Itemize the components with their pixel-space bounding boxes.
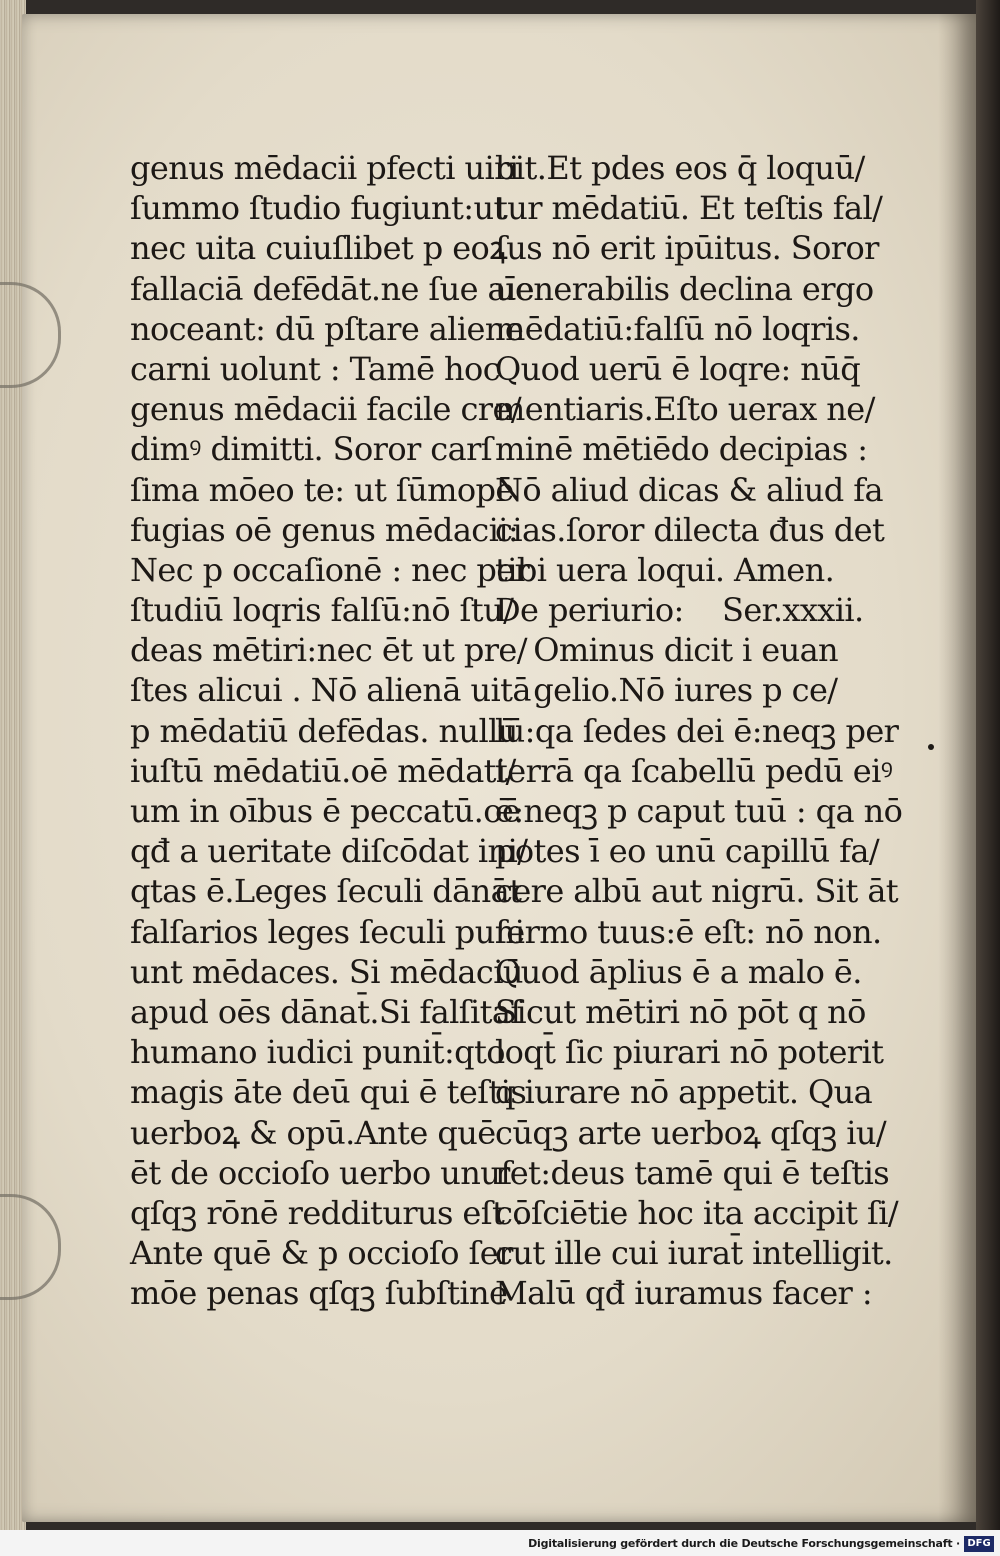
- left-column-line: ſummo ſtudio fugiunt:ut: [130, 189, 506, 228]
- left-column-line: p mēdatiū defēdas. nullū: [130, 711, 518, 750]
- right-column-line: loqt̄ ſic piurari nō poterit: [495, 1033, 884, 1072]
- left-column-line: nec uita cuiuſlibet p eoꝝ: [130, 229, 508, 268]
- right-column-line: Sicut mētiri nō pōt q nō: [495, 992, 866, 1031]
- right-column-line: q iurare nō appetit. Qua: [495, 1073, 873, 1112]
- left-column-line: fugias oē genus mēdacii:: [130, 510, 519, 549]
- left-column-line: Nec p occaſionē : nec per: [130, 550, 530, 589]
- right-column-line: cōſciētie hoc ita accipit ſi/: [495, 1193, 899, 1232]
- left-column-line: apud oēs dānat̄.Si falſitaſ: [130, 992, 522, 1031]
- right-column-line: terrā qa ſcabellū pedū eiꝰ: [495, 751, 893, 790]
- right-column-line: ſermo tuus:ē eſt: nō non.: [495, 912, 882, 951]
- left-column-line: humano iudici punit̄:qto: [130, 1033, 505, 1072]
- right-column-line: mentiaris.Eſto uerax ne/: [495, 390, 875, 429]
- left-column-line: genus mēdacii facile cre/: [130, 390, 522, 429]
- left-column-line: ſtes alicui . Nō alienā uitā: [130, 671, 531, 710]
- left-column-line: noceant: dū pſtare aliene: [130, 309, 524, 348]
- left-column-line: qđ a ueritate diſcōdat ini/: [130, 832, 528, 871]
- left-column-line: unt mēdaces. Si mēdaciū: [130, 952, 523, 991]
- right-column-line: cias.ſoror dilecta đus det: [495, 510, 885, 549]
- left-column-line: carni uolunt : Tamē hoc: [130, 349, 501, 388]
- right-column-line: ſus nō erit ipūitus. Soror: [495, 229, 879, 268]
- right-column-line: tibi uera loqui. Amen.: [495, 550, 835, 589]
- right-column-line: Quod uerū ē loqre: nūq̄: [495, 349, 861, 388]
- text-column-left: [130, 148, 535, 1313]
- left-column-line: genus mēdacii pfecti uiri: [130, 149, 519, 187]
- right-column-line: Quod āplius ē a malo ē.: [495, 952, 862, 991]
- left-column-line: fallaciā defēdāt.ne ſue aīe: [130, 269, 535, 308]
- right-column-line: Ominus dicit i euan: [495, 631, 839, 670]
- right-column-line: cut ille cui iurat̄ intelligit.: [495, 1234, 893, 1273]
- right-column-line: uenerabilis declina ergo: [495, 269, 874, 308]
- footer-bar: [0, 1530, 1000, 1556]
- left-column-line: ſima mōeo te: ut ſūmopē: [130, 470, 514, 509]
- right-column-line: tur mēdatiū. Et teſtis fal/: [495, 189, 883, 228]
- ink-mark: [928, 744, 934, 750]
- right-column-line: cūqꝫ arte uerboꝝ qſqꝫ iu/: [495, 1113, 887, 1152]
- left-column-line: um in oībus ē peccatū.oē: [130, 792, 521, 830]
- right-column-line: bit.Et pdes eos q̄ loquū/: [495, 149, 865, 187]
- text-column-right: [495, 148, 903, 1313]
- right-column-line: potes ī eo unū capillū fa/: [495, 832, 879, 871]
- right-column-line: De periurio: Ser.xxxii.: [495, 591, 864, 630]
- left-column-line: uerboꝝ & opū.Ante quē: [130, 1113, 496, 1152]
- left-column-line: ēt de occioſo uerbo unuſ: [130, 1153, 512, 1192]
- right-column-line: cere albū aut nigrū. Sit āt: [495, 872, 899, 911]
- left-column-line: qtas ē.Leges ſeculi dānāt: [130, 872, 522, 911]
- right-column-line: ē:neqꝫ p caput tuū : qa nō: [495, 792, 903, 830]
- left-column-line: mōe penas qſqꝫ ſubſtine: [130, 1274, 508, 1313]
- left-column-line: deas mētiri:nec ēt ut pre/: [130, 631, 527, 670]
- right-column-line: ret:deus tamē qui ē teſtis: [495, 1153, 890, 1192]
- left-column-line: ſtudiū loqris falſū:nō ſtu/: [130, 591, 514, 630]
- dfg-logo: DFG: [964, 1536, 994, 1552]
- left-column-line: falſarios leges ſeculi puni: [130, 912, 525, 951]
- right-column-line: lū:qa ſedes dei ē:neqꝫ per: [495, 711, 899, 750]
- left-column-line: magis āte deū qui ē teſtis: [130, 1073, 527, 1112]
- binding-edge: [976, 0, 1000, 1530]
- left-column-line: qſqꝫ rōnē redditurus eſt .: [130, 1193, 524, 1232]
- right-column-line: Nō aliud dicas & aliud fa: [495, 470, 883, 509]
- right-column-line: gelio.Nō iures p ce/: [495, 671, 838, 710]
- left-column-line: dimꝰ dimitti. Soror carſ: [130, 430, 493, 469]
- left-column-line: iuſtū mēdatiū.oē mēdati/: [130, 751, 516, 790]
- left-column-line: Ante quē & p occioſo ſer: [130, 1234, 513, 1273]
- right-column-line: minē mētiēdo decipias :: [495, 430, 868, 469]
- gutter-shadow: [938, 14, 978, 1522]
- right-column-line: Malū qđ iuramus facer :: [495, 1274, 872, 1313]
- digitization-credit: Digitalisierung gefördert durch die Deutsche Forschungsgemeinschaft ·: [528, 1537, 960, 1550]
- right-column-line: mēdatiū:falſū nō loqris.: [495, 309, 860, 348]
